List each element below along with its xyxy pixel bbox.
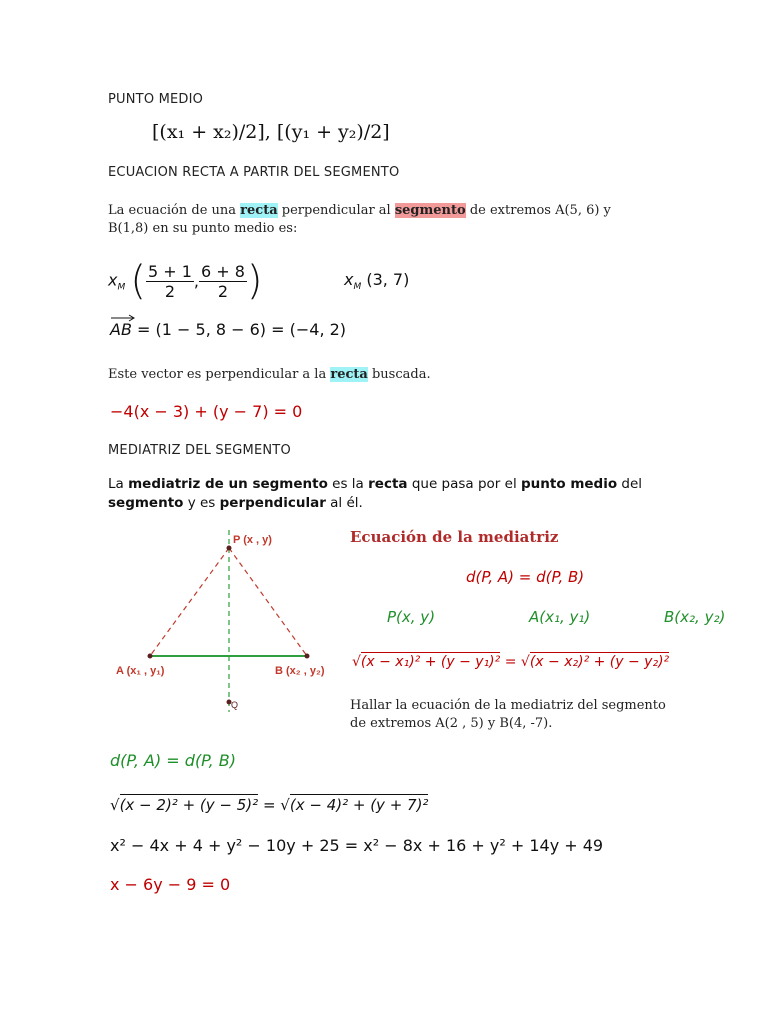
heading-ecuacion-recta: ECUACION RECTA A PARTIR DEL SEGMENTO [108,165,400,180]
label-q: Q [231,700,239,710]
point-b [305,654,310,659]
distance-equation: d(P, A) = d(P, B) [466,568,585,586]
def-text-1: La [108,476,124,492]
solution-sqrt-right-body: (x − 4)² + (y + 7)² [289,796,429,814]
intro-text-2: perpendicular al [281,203,391,218]
label-a: A (x₁ , y₁) [116,665,165,677]
vector-sentence [108,366,431,384]
close-paren: ) [246,258,263,304]
intro-text-1: La ecuación de una [108,203,237,218]
xm-symbol: x [108,270,118,290]
fraction-y-denominator: 2 [217,281,229,301]
fraction-x [146,262,194,301]
solution-sqrt-left-body: (x − 2)² + (y − 5)² [119,796,259,814]
def-bold-2: recta [368,476,408,492]
xm-result-formula [344,270,409,292]
highlight-segmento: segmento [394,203,466,218]
solution-sqrt-equals: = [262,796,276,814]
line-equation: −4(x − 3) + (y − 7) = 0 [110,402,303,421]
highlight-recta: recta [240,203,278,218]
comma: , [193,271,199,291]
fraction-y [199,262,247,301]
def-bold-3: punto medio [521,476,618,492]
sqrt-left-radical: √ [352,654,361,670]
def-bold-1: mediatriz de un segmento [128,476,328,492]
sqrt-equals: = [504,654,517,670]
distance-pb [229,548,307,656]
intro-paragraph [108,202,653,238]
point-p-coords: P(x, y) [387,608,436,626]
sqrt-left-body: (x − x₁)² + (y − y₁)² [360,654,501,670]
def-text-5: y es [187,495,216,511]
sqrt-right-radical: √ [520,654,530,670]
def-bold-4: segmento [108,495,184,511]
label-b: B (x₂ , y₂) [275,665,325,677]
mediatriz-title: Ecuación de la mediatriz [350,528,559,546]
midpoint-formula: [(x₁ + x₂)/2], [(y₁ + y₂)/2] [152,121,390,143]
vector-ab-label: AB [110,320,132,339]
vector-ab-formula [110,320,346,339]
mediatriz-definition [108,475,648,513]
vector-ab-expression: = (1 − 5, 8 − 6) = (−4, 2) [137,320,347,339]
exercise-text: Hallar la ecuación de la mediatriz del segmento de extremos A(2 , 5) y B(4, -7). [350,698,666,731]
point-p [227,546,232,551]
xm-result-symbol: x [344,270,354,289]
fraction-y-numerator: 6 + 8 [200,261,245,281]
xm-result-subscript: M [353,282,362,293]
label-p: P (x , y) [233,534,272,546]
xm-subscript: M [117,282,126,293]
fraction-x-denominator: 2 [164,281,175,301]
solution-sqrt-right-radical: √ [280,796,290,814]
def-text-3: que pasa por el [411,476,517,492]
xm-fraction-formula [108,258,263,304]
highlight-recta-2: recta [330,367,368,382]
open-paren: ( [130,258,146,304]
fraction-x-numerator: 5 + 1 [147,261,192,281]
sqrt-general-equation [352,652,669,670]
heading-punto-medio: PUNTO MEDIO [108,92,204,107]
solution-final-equation: x − 6y − 9 = 0 [110,875,231,894]
def-text-6: al él. [330,495,363,511]
def-text-4: del [621,476,643,492]
solution-sqrt-left-radical: √ [110,796,120,814]
distance-pa [150,548,229,656]
solution-expanded-equation: x² − 4x + 4 + y² − 10y + 25 = x² − 8x + 16 + y² + 14y + 49 [110,836,604,855]
vector-text-2: buscada. [371,367,431,382]
xm-result-value: (3, 7) [366,270,410,289]
point-b-coords: B(x₂, y₂) [664,608,726,626]
vector-arrow-icon [110,314,136,322]
mediatriz-diagram [100,520,345,720]
def-bold-5: perpendicular [219,495,326,511]
vector-ab-symbol [110,320,132,339]
solution-distance-equation: d(P, A) = d(P, B) [110,751,237,770]
intro-text-3: de extremos A(5, 6) y B(1,8) en su punto medio es: [108,203,611,236]
solution-sqrt-equation [110,794,428,814]
point-a [148,654,153,659]
heading-mediatriz: MEDIATRIZ DEL SEGMENTO [108,443,291,458]
point-a-coords: A(x₁, y₁) [529,608,591,626]
vector-text-1: Este vector es perpendicular a la [108,367,327,382]
def-text-2: es la [332,476,364,492]
sqrt-right-body: (x − x₂)² + (y − y₂)² [529,654,670,670]
